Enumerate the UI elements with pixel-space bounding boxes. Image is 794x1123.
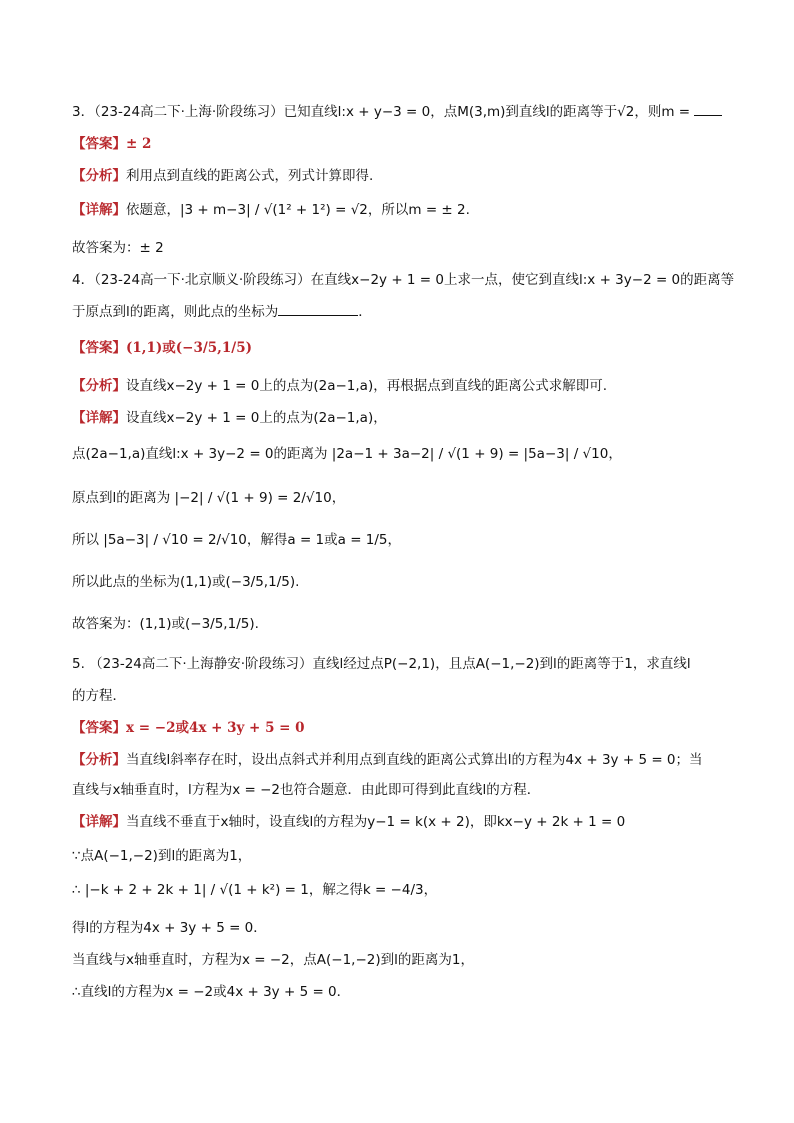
q5-detail-line2: ∵点A(−1,−2)到l的距离为1，: [72, 848, 252, 864]
q5-detail-line4: 得l的方程为4x + 3y + 5 = 0．: [72, 920, 267, 936]
q4-detail-line4: 所以 |5a−3| / √10 = 2/√10，解得a = 1或a = 1/5，: [72, 532, 402, 548]
q5-detail-line3: ∴ |−k + 2 + 2k + 1| / √(1 + k²) = 1，解之得k = −4/3，: [72, 882, 438, 898]
q3-analysis: 【分析】利用点到直线的距离公式，列式计算即得.: [72, 168, 374, 184]
q5-analysis-line1: 【分析】当直线l斜率存在时，设出点斜式并利用点到直线的距离公式算出l的方程为4x + 3y + 5 = 0；当: [72, 752, 703, 768]
q4-detail-line2: 点(2a−1,a)直线l:x + 3y−2 = 0的距离为 |2a−1 + 3a−2| / √(1 + 9) = |5a−3| / √10，: [72, 446, 622, 462]
q3-detail: 【详解】依题意，|3 + m−3| / √(1² + 1²) = √2，所以m = ± 2.: [72, 202, 470, 218]
q5-detail-line5: 当直线与x轴垂直时，方程为x = −2，点A(−1,−2)到l的距离为1，: [72, 952, 474, 968]
q4-analysis: 【分析】设直线x−2y + 1 = 0上的点为(2a−1,a)，再根据点到直线的距离公式求解即可.: [72, 378, 607, 394]
q5-stem-line1: 5. （23-24高二下·上海静安·阶段练习）直线l经过点P(−2,1)，且点A(−1,−2)到l的距离等于1，求直线l: [72, 656, 691, 672]
q5-answer: 【答案】x = −2或4x + 3y + 5 = 0: [72, 720, 305, 736]
q5-detail-line6: ∴直线l的方程为x = −2或4x + 3y + 5 = 0．: [72, 984, 351, 1000]
q3-stem: 3．（23-24高二下·上海·阶段练习）已知直线l:x + y−3 = 0，点M(3,m)到直线l的距离等于√2，则m =: [72, 102, 734, 122]
q4-detail-line5: 所以此点的坐标为(1,1)或(−3/5,1/5).: [72, 574, 300, 590]
answer-blank: [694, 103, 722, 116]
q3-final: 故答案为：± 2: [72, 240, 164, 256]
q4-stem-line2: 于原点到l的距离，则此点的坐标为 ．: [72, 304, 372, 320]
q5-analysis-line2: 直线与x轴垂直时，l方程为x = −2也符合题意．由此即可得到此直线l的方程．: [72, 782, 541, 798]
answer-blank: [278, 303, 358, 316]
q4-detail-line1: 【详解】设直线x−2y + 1 = 0上的点为(2a−1,a)，: [72, 410, 387, 426]
q4-stem-line1: 4．（23-24高一下·北京顺义·阶段练习）在直线x−2y + 1 = 0上求一点，使它到直线l:x + 3y−2 = 0的距离等: [72, 272, 735, 288]
q4-answer: 【答案】(1,1)或(−3/5,1/5): [72, 340, 252, 356]
q5-detail-line1: 【详解】当直线不垂直于x轴时，设直线l的方程为y−1 = k(x + 2)，即kx−y + 2k + 1 = 0: [72, 814, 626, 830]
q4-final: 故答案为：(1,1)或(−3/5,1/5).: [72, 616, 259, 632]
q3-answer: 【答案】± 2: [72, 136, 152, 152]
q4-detail-line3: 原点到l的距离为 |−2| / √(1 + 9) = 2/√10，: [72, 490, 346, 506]
q5-stem-line2: 的方程．: [72, 688, 126, 704]
